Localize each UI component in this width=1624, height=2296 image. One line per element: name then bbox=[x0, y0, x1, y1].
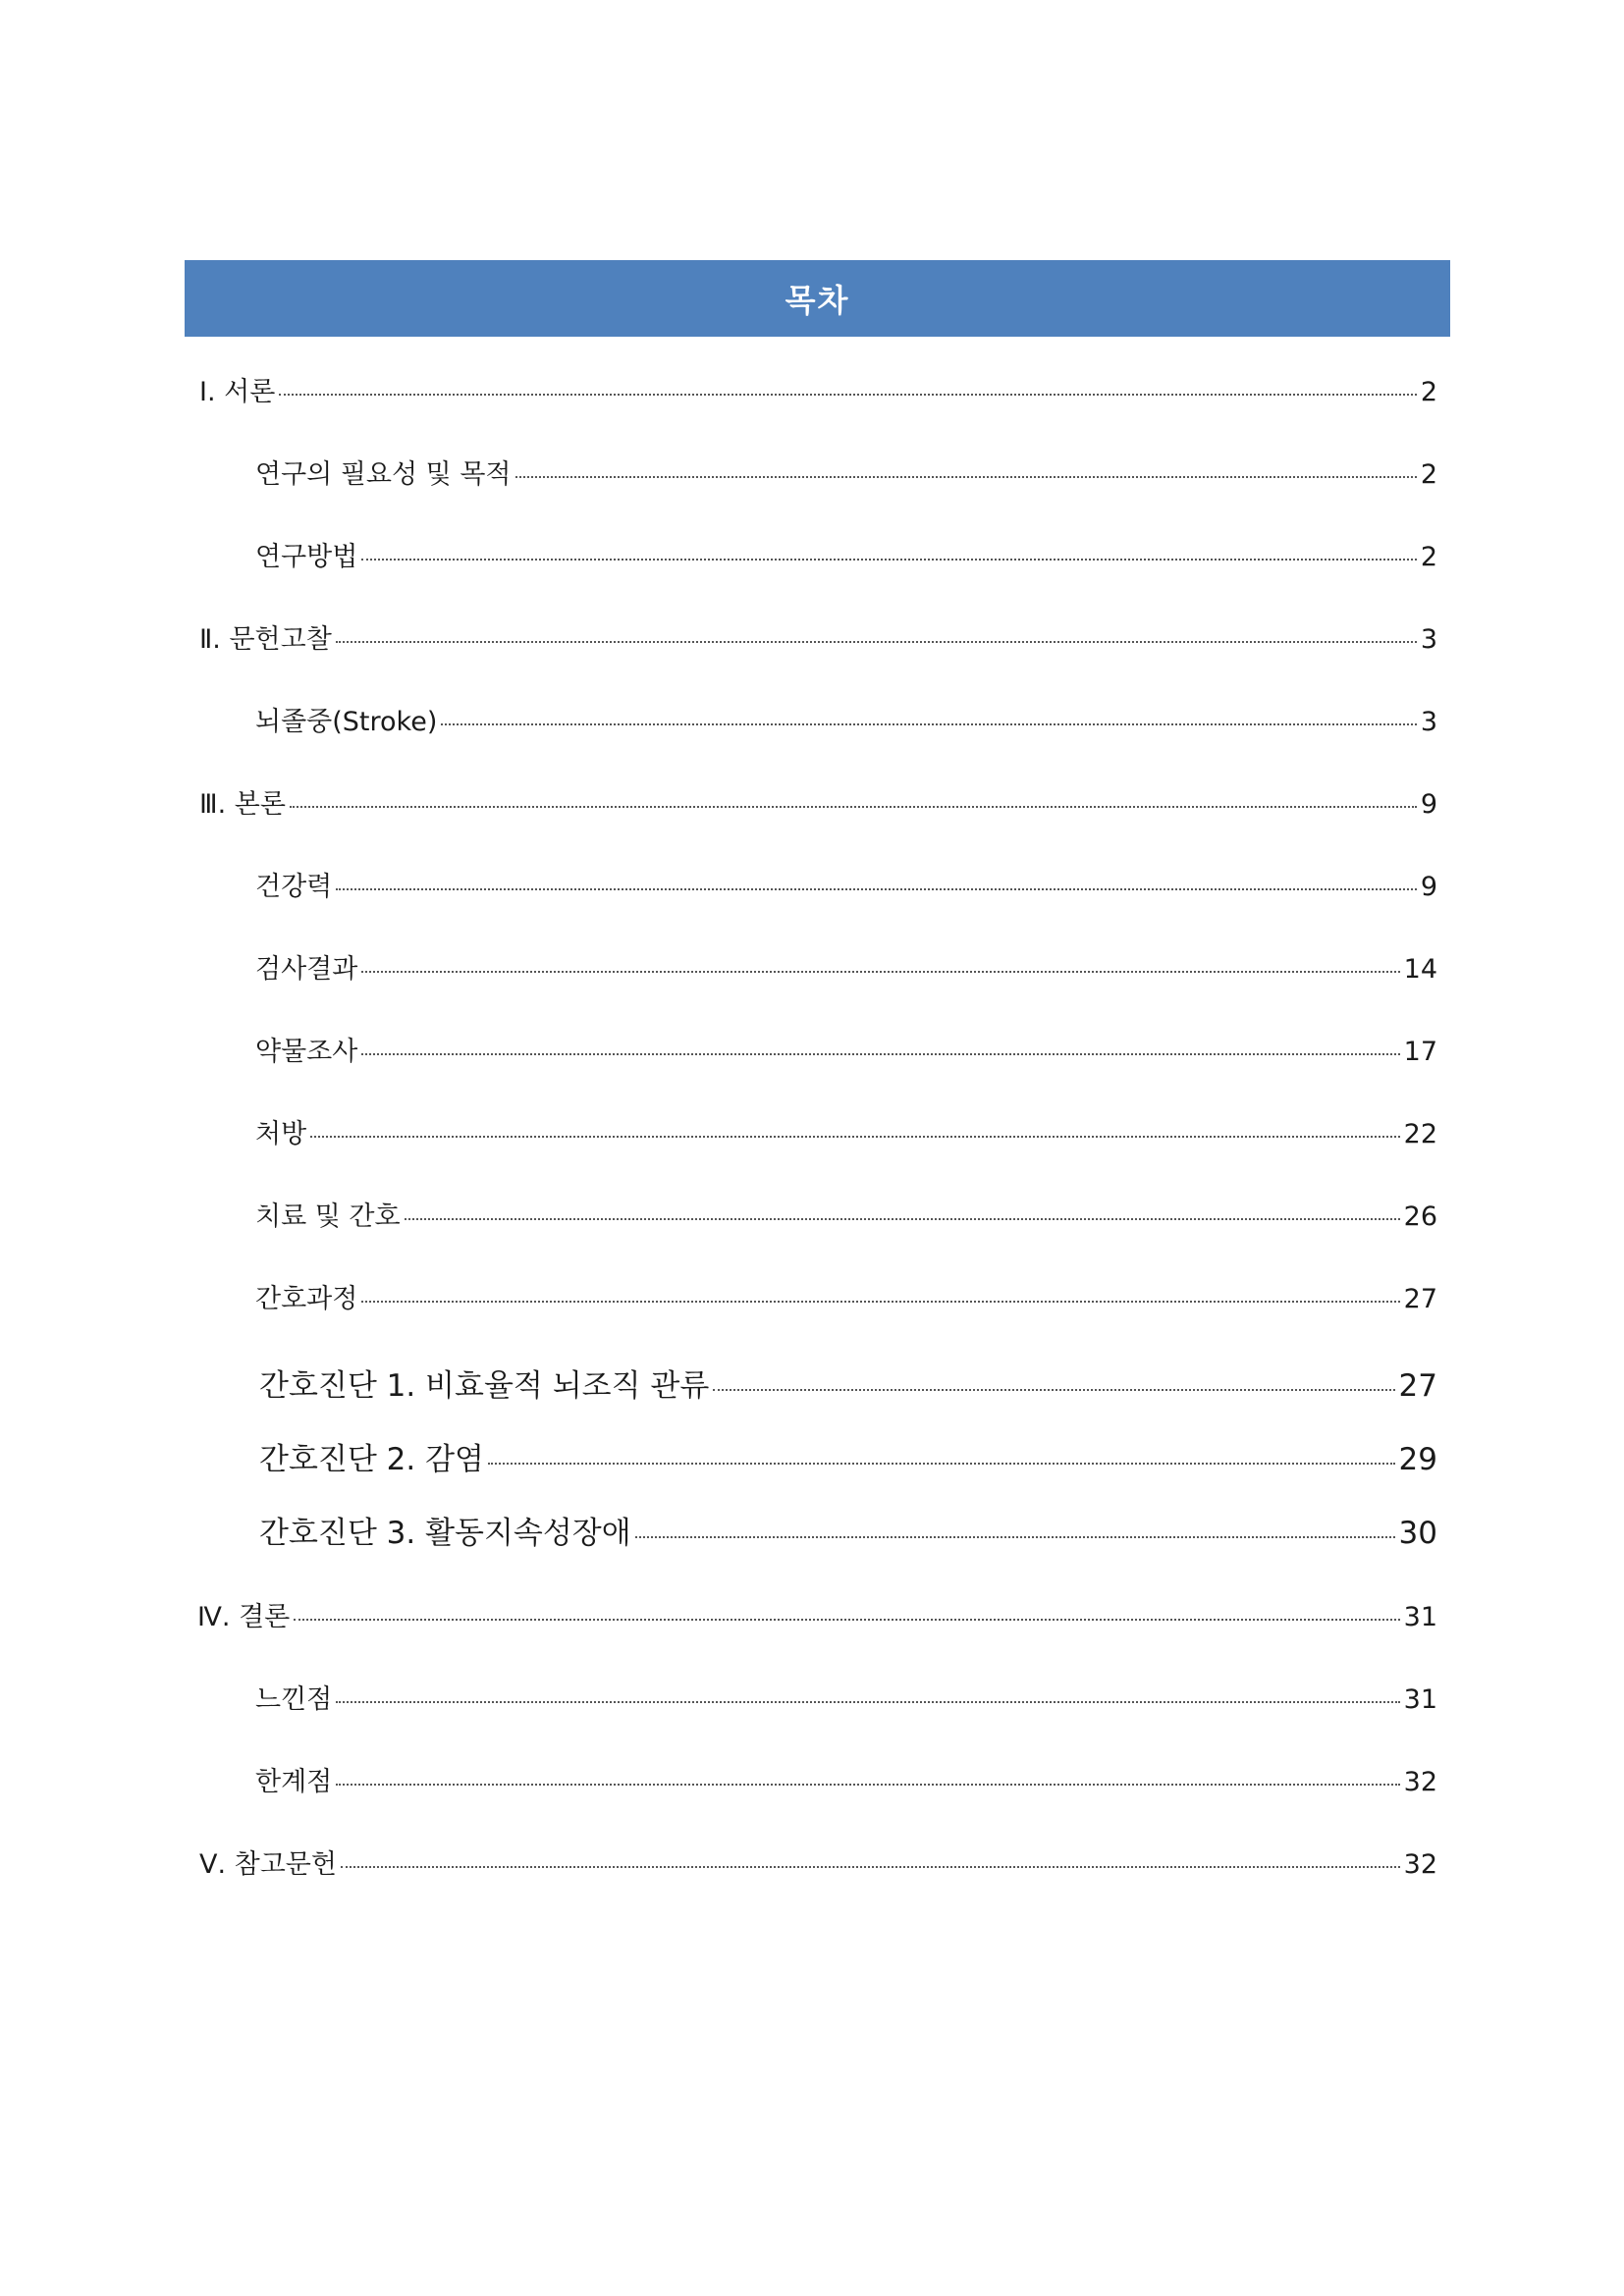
toc-leader bbox=[294, 1619, 1399, 1621]
toc-entry-page: 26 bbox=[1403, 1201, 1437, 1232]
toc-leader bbox=[279, 394, 1417, 396]
toc-entry-page: 27 bbox=[1398, 1368, 1437, 1404]
toc-entry-page: 2 bbox=[1420, 377, 1437, 407]
toc-entry[interactable] bbox=[199, 617, 1437, 657]
toc-entry-page: 3 bbox=[1420, 707, 1437, 737]
toc-leader bbox=[310, 1136, 1399, 1138]
toc-leader bbox=[441, 723, 1416, 725]
toc-leader bbox=[336, 1784, 1399, 1786]
toc-entry[interactable] bbox=[197, 1595, 1437, 1634]
toc-entry-label: Ⅳ. 결론 bbox=[197, 1602, 291, 1632]
toc-entry-label: 한계점 bbox=[255, 1767, 333, 1797]
toc-entry[interactable] bbox=[255, 700, 1437, 739]
toc-entry[interactable] bbox=[255, 1112, 1437, 1151]
toc-entry-label: 연구의 필요성 및 목적 bbox=[255, 459, 512, 490]
toc-leader bbox=[361, 1053, 1399, 1055]
toc-entry-page: 31 bbox=[1403, 1602, 1437, 1632]
toc-title: 목차 bbox=[785, 282, 850, 319]
toc-leader bbox=[341, 1866, 1400, 1868]
toc-entry-label: 느낀점 bbox=[255, 1684, 333, 1715]
toc-leader bbox=[405, 1218, 1400, 1220]
toc-entry-page: 32 bbox=[1403, 1767, 1437, 1797]
toc-entry-label: 간호진단 3. 활동지속성장애 bbox=[259, 1516, 631, 1551]
toc-entry-page: 9 bbox=[1420, 789, 1437, 820]
toc-entry[interactable] bbox=[255, 1195, 1437, 1234]
toc-entry-page: 30 bbox=[1398, 1516, 1437, 1551]
toc-leader bbox=[336, 1701, 1399, 1703]
toc-entry-page: 27 bbox=[1403, 1284, 1437, 1314]
toc-entry-page: 2 bbox=[1420, 459, 1437, 490]
toc-entry[interactable] bbox=[259, 1508, 1437, 1551]
toc-entry-page: 17 bbox=[1403, 1037, 1437, 1067]
toc-entry-page: 22 bbox=[1403, 1119, 1437, 1149]
toc-entry-label: 뇌졸중(Stroke) bbox=[255, 707, 438, 737]
toc-entry-label: Ⅰ. 서론 bbox=[199, 377, 276, 407]
toc-leader bbox=[515, 476, 1417, 478]
toc-entry[interactable] bbox=[255, 865, 1437, 904]
toc-leader bbox=[336, 641, 1417, 643]
toc-entry-page: 14 bbox=[1403, 954, 1437, 985]
toc-leader bbox=[336, 888, 1417, 890]
toc-entry[interactable] bbox=[199, 370, 1437, 409]
toc-entry-label: 간호진단 1. 비효율적 뇌조직 관류 bbox=[259, 1368, 710, 1404]
toc-entry-label: 약물조사 bbox=[255, 1037, 358, 1067]
toc-entry-label: Ⅴ. 참고문헌 bbox=[199, 1849, 337, 1880]
toc-entry[interactable] bbox=[259, 1434, 1437, 1477]
toc-entry-page: 31 bbox=[1403, 1684, 1437, 1715]
toc-entry-page: 9 bbox=[1420, 872, 1437, 902]
toc-entry[interactable] bbox=[255, 1277, 1437, 1316]
toc-entry-page: 29 bbox=[1398, 1442, 1437, 1477]
toc-entry-page: 2 bbox=[1420, 542, 1437, 572]
toc-leader bbox=[290, 806, 1417, 808]
toc-entry-label: 처방 bbox=[255, 1119, 307, 1149]
toc-entry-label: Ⅱ. 문헌고찰 bbox=[199, 624, 332, 655]
toc-entry[interactable] bbox=[199, 782, 1437, 822]
toc-leader bbox=[361, 1301, 1399, 1303]
toc-entry-label: 검사결과 bbox=[255, 954, 358, 985]
toc-entry[interactable] bbox=[255, 1760, 1437, 1799]
toc-leader bbox=[361, 559, 1416, 561]
toc-entry-label: Ⅲ. 본론 bbox=[199, 789, 286, 820]
toc-entry-page: 32 bbox=[1403, 1849, 1437, 1880]
toc-entry-label: 치료 및 간호 bbox=[255, 1201, 401, 1232]
toc-entry-label: 간호과정 bbox=[255, 1284, 358, 1314]
toc-leader bbox=[361, 971, 1399, 973]
toc-entry[interactable] bbox=[255, 535, 1437, 574]
toc-leader bbox=[635, 1536, 1395, 1538]
toc-entry-label: 건강력 bbox=[255, 872, 333, 902]
toc-entry-label: 간호진단 2. 감염 bbox=[259, 1442, 484, 1477]
toc-entry-label: 연구방법 bbox=[255, 542, 358, 572]
toc-leader bbox=[713, 1389, 1394, 1391]
toc-entry[interactable] bbox=[255, 947, 1437, 987]
toc-entry[interactable] bbox=[255, 1030, 1437, 1069]
toc-leader bbox=[488, 1463, 1395, 1465]
toc-entry[interactable] bbox=[259, 1361, 1437, 1404]
toc-entry[interactable] bbox=[255, 1678, 1437, 1717]
toc-entry[interactable] bbox=[255, 453, 1437, 492]
toc-entry[interactable] bbox=[199, 1842, 1437, 1882]
toc-entry-page: 3 bbox=[1420, 624, 1437, 655]
